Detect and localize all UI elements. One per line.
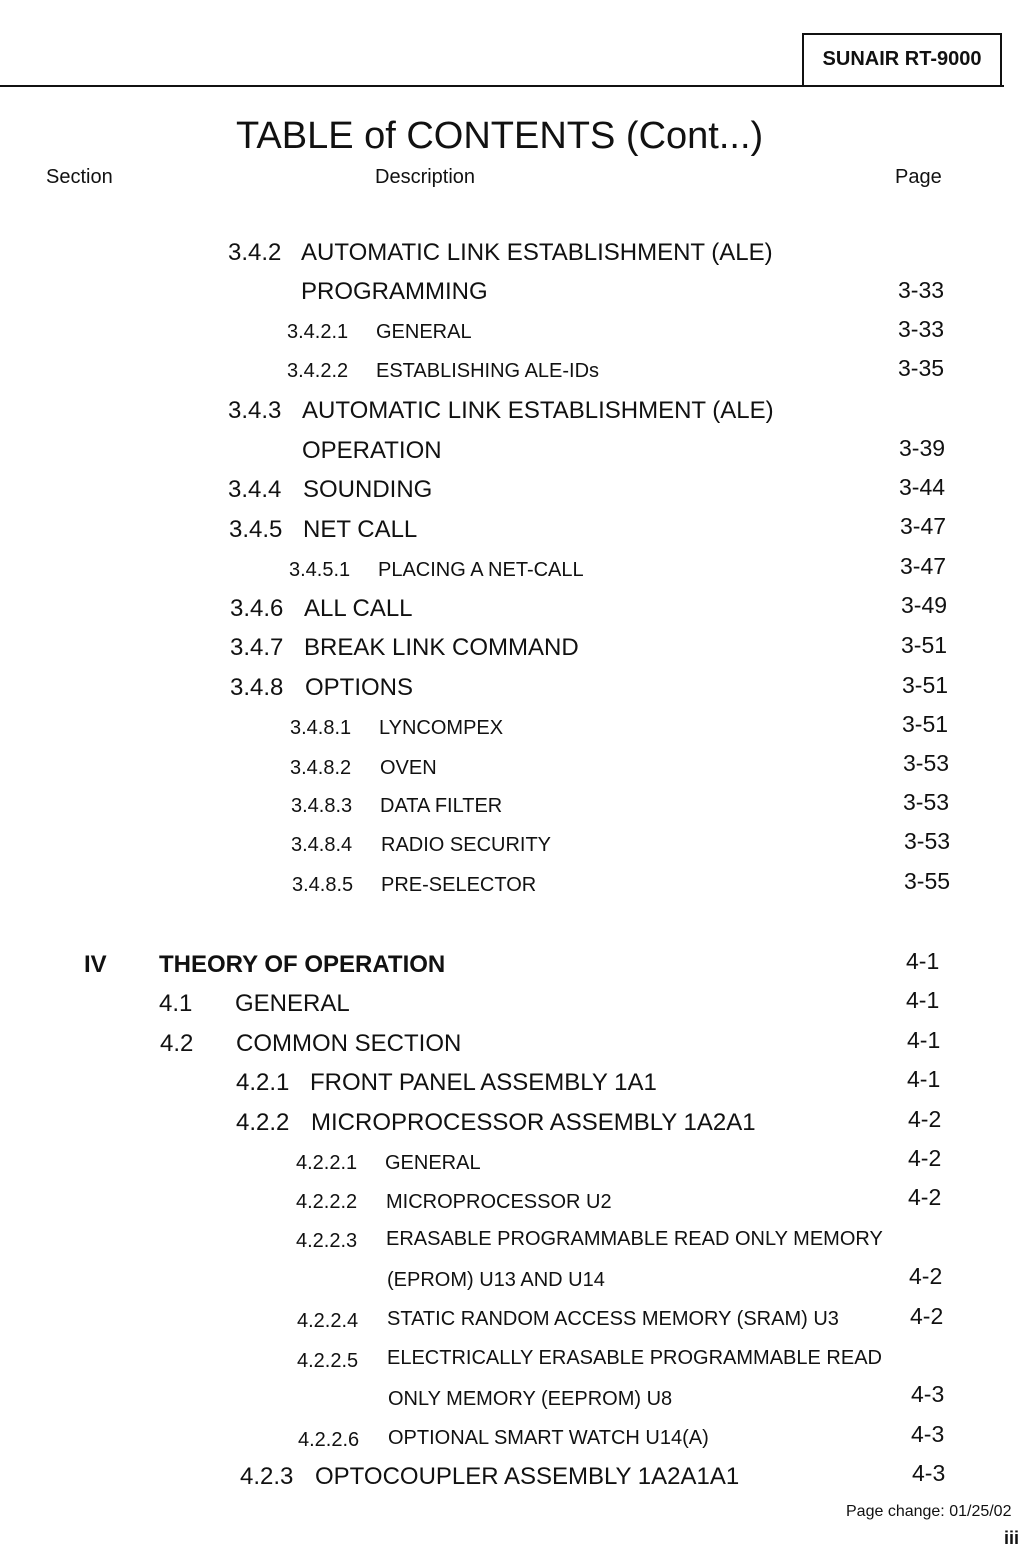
toc-entry-number: 3.4.7	[230, 634, 284, 661]
toc-entry-number: 4.2.2.3	[296, 1230, 358, 1252]
toc-entry-page: 4-3	[911, 1381, 945, 1407]
toc-entry-title: ESTABLISHING ALE-IDs	[376, 360, 600, 382]
toc-entry-title: BREAK LINK COMMAND	[304, 634, 579, 661]
toc-entry-number: 4.2.2.2	[296, 1191, 358, 1213]
toc-entry-title: ERASABLE PROGRAMMABLE READ ONLY MEMORY	[386, 1228, 883, 1250]
toc-entry-number: 3.4.2.1	[287, 321, 349, 343]
toc-entry-number: 3.4.5	[229, 516, 283, 543]
toc-entry-title: GENERAL	[385, 1152, 481, 1174]
header-rule	[0, 85, 1004, 87]
toc-entry-number: 4.2.2	[236, 1109, 290, 1136]
toc-entry-title: ONLY MEMORY (EEPROM) U8	[388, 1388, 673, 1410]
toc-entry-title: OPTIONAL SMART WATCH U14(A)	[388, 1427, 709, 1449]
toc-entry-title: (EPROM) U13 AND U14	[387, 1269, 605, 1291]
toc-entry-title: STATIC RANDOM ACCESS MEMORY (SRAM) U3	[387, 1308, 839, 1330]
toc-entry-number: 4.2.2.5	[297, 1350, 359, 1372]
toc-entry-number: 4.1	[159, 990, 193, 1017]
toc-entry-title: ELECTRICALLY ERASABLE PROGRAMMABLE READ	[387, 1347, 882, 1369]
toc-entry-number: 3.4.8.3	[291, 795, 353, 817]
toc-entry-number: 3.4.8.5	[292, 874, 354, 896]
toc-entry-title: GENERAL	[376, 321, 472, 343]
toc-entry-title: RADIO SECURITY	[381, 834, 552, 856]
toc-entry-number: 3.4.4	[228, 476, 282, 503]
toc-entry-number: 3.4.2	[228, 239, 282, 266]
toc-entry-title: OPTOCOUPLER ASSEMBLY 1A2A1A1	[315, 1463, 740, 1490]
toc-entry-title: GENERAL	[235, 990, 350, 1017]
toc-entry-page: 3-51	[901, 632, 948, 658]
toc-entry-page: 4-2	[908, 1106, 942, 1132]
toc-entry-number: 3.4.2.2	[287, 360, 349, 382]
toc-entry-number: 4.2.2.4	[297, 1310, 359, 1332]
toc-entry-number: 3.4.3	[228, 397, 282, 424]
toc-entry-page: 3-51	[902, 672, 949, 698]
toc-entry-title: AUTOMATIC LINK ESTABLISHMENT (ALE)	[301, 239, 773, 266]
toc-entry-number: 3.4.8.1	[290, 717, 352, 739]
toc-entry-number: 3.4.8.2	[290, 757, 352, 779]
toc-entry-page: 4-1	[906, 948, 940, 974]
toc-entry-title: MICROPROCESSOR U2	[386, 1191, 612, 1213]
toc-entry-page: 3-39	[899, 435, 946, 461]
toc-entry-page: 3-47	[900, 553, 947, 579]
toc-entry-title: AUTOMATIC LINK ESTABLISHMENT (ALE)	[302, 397, 774, 424]
toc-entry-title: COMMON SECTION	[236, 1030, 462, 1057]
toc-entry-title: PROGRAMMING	[301, 278, 488, 305]
toc-entry-page: 3-33	[898, 277, 945, 303]
toc-entry-page: 4-1	[907, 1066, 941, 1092]
toc-entry-title: SOUNDING	[303, 476, 433, 503]
toc-entry-page: 4-3	[912, 1460, 946, 1486]
toc-entry-title: LYNCOMPEX	[379, 717, 504, 739]
column-header-section: Section	[46, 166, 113, 188]
toc-entry-page: 3-55	[904, 868, 951, 894]
toc-entry-title: OVEN	[380, 757, 437, 779]
toc-entry-number: 3.4.6	[230, 595, 284, 622]
toc-entry-number: 4.2	[160, 1030, 194, 1057]
toc-entry-page: 3-49	[901, 592, 948, 618]
toc-section-number: IV	[84, 951, 107, 978]
toc-entry-page: 4-1	[907, 1027, 941, 1053]
toc-entry-title: OPERATION	[302, 437, 442, 464]
toc-entry-page: 3-53	[904, 828, 951, 854]
toc-entry-page: 3-44	[899, 474, 946, 500]
toc-entry-title: MICROPROCESSOR ASSEMBLY 1A2A1	[311, 1109, 756, 1136]
toc-entry-page: 4-2	[909, 1263, 943, 1289]
toc-entry-page: 4-1	[906, 987, 940, 1013]
toc-entry-title: NET CALL	[303, 516, 418, 543]
toc-section-title: THEORY OF OPERATION	[159, 951, 446, 978]
toc-entry-page: 3-33	[898, 316, 945, 342]
toc-entry-number: 4.2.2.1	[296, 1152, 358, 1174]
column-header-description: Description	[375, 166, 476, 188]
toc-entry-title: PRE-SELECTOR	[381, 874, 537, 896]
toc-entry-page: 3-51	[902, 711, 949, 737]
page-title: TABLE of CONTENTS (Cont...)	[236, 115, 764, 157]
toc-entry-number: 3.4.5.1	[289, 559, 351, 581]
toc-entry-number: 4.2.3	[240, 1463, 294, 1490]
toc-entry-page: 3-53	[903, 789, 950, 815]
toc-entry-page: 3-35	[898, 355, 945, 381]
toc-entry-title: OPTIONS	[305, 674, 414, 701]
document-label: SUNAIR RT-9000	[822, 48, 982, 70]
toc-entry-page: 4-2	[910, 1303, 944, 1329]
toc-entry-page: 3-53	[903, 750, 950, 776]
toc-entry-page: 4-3	[911, 1421, 945, 1447]
toc-entry-page: 4-2	[908, 1184, 942, 1210]
toc-entry-number: 4.2.2.6	[298, 1429, 360, 1451]
toc-entry-title: FRONT PANEL ASSEMBLY 1A1	[310, 1069, 657, 1096]
toc-entry-page: 3-47	[900, 513, 947, 539]
page-change-note: Page change: 01/25/02	[846, 1503, 1012, 1520]
toc-entry-title: PLACING A NET-CALL	[378, 559, 584, 581]
page-number: iii	[1004, 1528, 1020, 1548]
toc-entry-title: DATA FILTER	[380, 795, 503, 817]
toc-entry-number: 3.4.8	[230, 674, 284, 701]
column-header-page: Page	[895, 166, 942, 188]
toc-entry-number: 3.4.8.4	[291, 834, 353, 856]
toc-entry-page: 4-2	[908, 1145, 942, 1171]
toc-entry-title: ALL CALL	[304, 595, 413, 622]
toc-entry-number: 4.2.1	[236, 1069, 290, 1096]
